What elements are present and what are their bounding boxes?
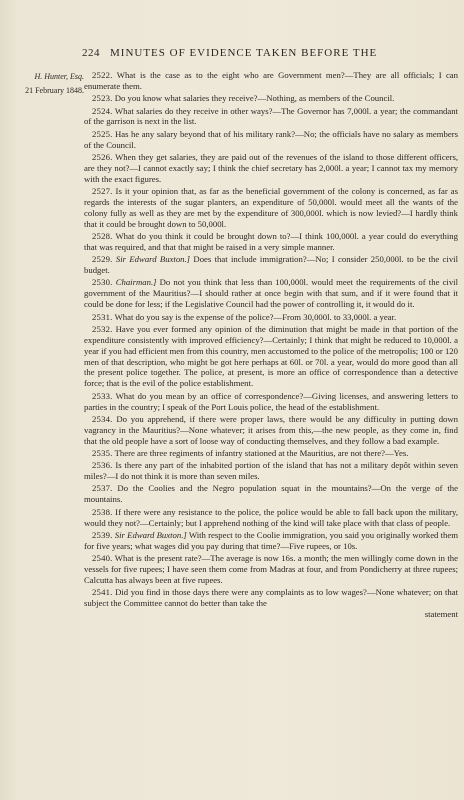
question-paragraph: 2539. Sir Edward Buxton.] With respect to the Coolie immigration, you said you originally worked them for five years; what wages did you pay during that time?—Five rupees, or 10s.	[84, 529, 459, 551]
evidence-body	[84, 70, 458, 620]
running-title: MINUTES OF EVIDENCE TAKEN BEFORE THE	[110, 47, 378, 59]
question-paragraph: 2538. If there were any resistance to the police, the police would be able to fall back upon the military, would they not?—Certainly; but I apprehend nothing of the kind will take place with that class of people.	[84, 506, 458, 528]
question-paragraph: 2541. Did you find in those days there were any complaints as to low wages?—None whatever; on that subject the Committee cannot do better than take the	[84, 587, 459, 609]
date-sidenote: 21 February 1848.	[25, 86, 84, 95]
question-paragraph: 2533. What do you mean by an office of correspondence?—Giving licenses, and answering letters to parties in the country; I speak of the Port Louis police, the head of the establishment.	[84, 390, 459, 412]
question-paragraph: 2540. What is the present rate?—The average is now 16s. a month; the men willingly come down in the vessels for five rupees; I have seen them come from Madras at four, and from Pondicherry at three rupees; Calcutta has always been at five rupees.	[84, 553, 458, 585]
witness-sidenote: H. Hunter, Esq.	[34, 72, 84, 81]
question-paragraph: 2537. Do the Coolies and the Negro population squat in the mountains?—On the verge of the mountains.	[84, 483, 459, 505]
question-paragraph: 2531. What do you say is the expense of the police?—From 30,000l. to 33,000l. a year.	[92, 311, 397, 322]
speaker-label: Sir Edward Buxton.]	[114, 529, 187, 540]
question-paragraph: 2532. Have you ever formed any opinion of the diminution that might be made in that portion of the expenditure consistently with improved efficiency?—Certainly; I think that might be reduced to 10,000l. a year if you had efficient men from this country, men accustomed to the police of the metropolis; 100 or 120 men of that description, who might be got here perhaps at 60l. or 70l. a year, would do more good than all the present police together. The police, at present, is more an office of correspondence than a detective force; that is the evil of the police establishment.	[84, 323, 458, 389]
question-paragraph: 2534. Do you apprehend, if there were proper laws, there would be any difficulty in putting down vagrancy in the Mauritius?—None whatever; it arises from this,—the new people, as they come in, find that the old people have a sort of loose way of conducting themselves, and they follow a bad example.	[84, 413, 458, 446]
question-paragraph: 2522. What is the case as to the eight who are Government men?—They are all officials; I can enumerate them.	[84, 70, 459, 91]
question-paragraph: 2526. When they get salaries, they are paid out of the revenues of the island to those different officers, are they not?—I cannot exactly say; I think the chief secretary has 2,000l. a year; I cannot tax my memory with the exact figures.	[84, 151, 459, 184]
speaker-label: Sir Edward Buxton.]	[115, 254, 191, 265]
question-paragraph: 2527. Is it your opinion that, as far as the beneficial government of the colony is concerned, as far as regards the interests of the sugar planters, an expenditure of 50,000l. would meet all the wants of the colony fully as well as they are met by the expenditure of 300,000l. which is now levied?—I hardly think that it could be brought down to 50,000l.	[84, 186, 458, 229]
question-paragraph: 2528. What do you think it could be brought down to?—I think 100,000l. a year could do everything that was required, and that that might be raised in a very simple manner.	[84, 231, 458, 252]
catchword: statement	[424, 609, 458, 620]
question-paragraph: 2529. Sir Edward Buxton.] Does that include immigration?—No; I consider 250,000l. to be the civil budget.	[84, 254, 458, 276]
speaker-label: Chairman.]	[115, 277, 157, 288]
question-paragraph: 2530. Chairman.] Do not you think that less than 100,000l. would meet the requirements of the civil government of the Mauritius?—I should rather at once begin with that sum, and if it were found that it could be done for less; if the Legislative Council had the power of controlling it, it would do it.	[84, 277, 459, 310]
page-number: 224	[82, 47, 100, 59]
question-paragraph: 2523. Do you know what salaries they receive?—Nothing, as members of the Council.	[92, 93, 395, 104]
question-paragraph: 2524. What salaries do they receive in other ways?—The Governor has 7,000l. a year; the commandant of the garrison is next in the list.	[84, 105, 458, 127]
question-paragraph: 2535. There are three regiments of infantry stationed at the Mauritius, are not there?—Yes.	[92, 447, 409, 458]
question-paragraph: 2536. Is there any part of the inhabited portion of the island that has not a military depôt within seven miles?—I do not think it is more than seven miles.	[84, 460, 459, 482]
page-header	[0, 47, 464, 61]
question-paragraph: 2525. Has he any salary beyond that of his military rank?—No; the officials have no salary as members of the Council.	[84, 128, 458, 150]
